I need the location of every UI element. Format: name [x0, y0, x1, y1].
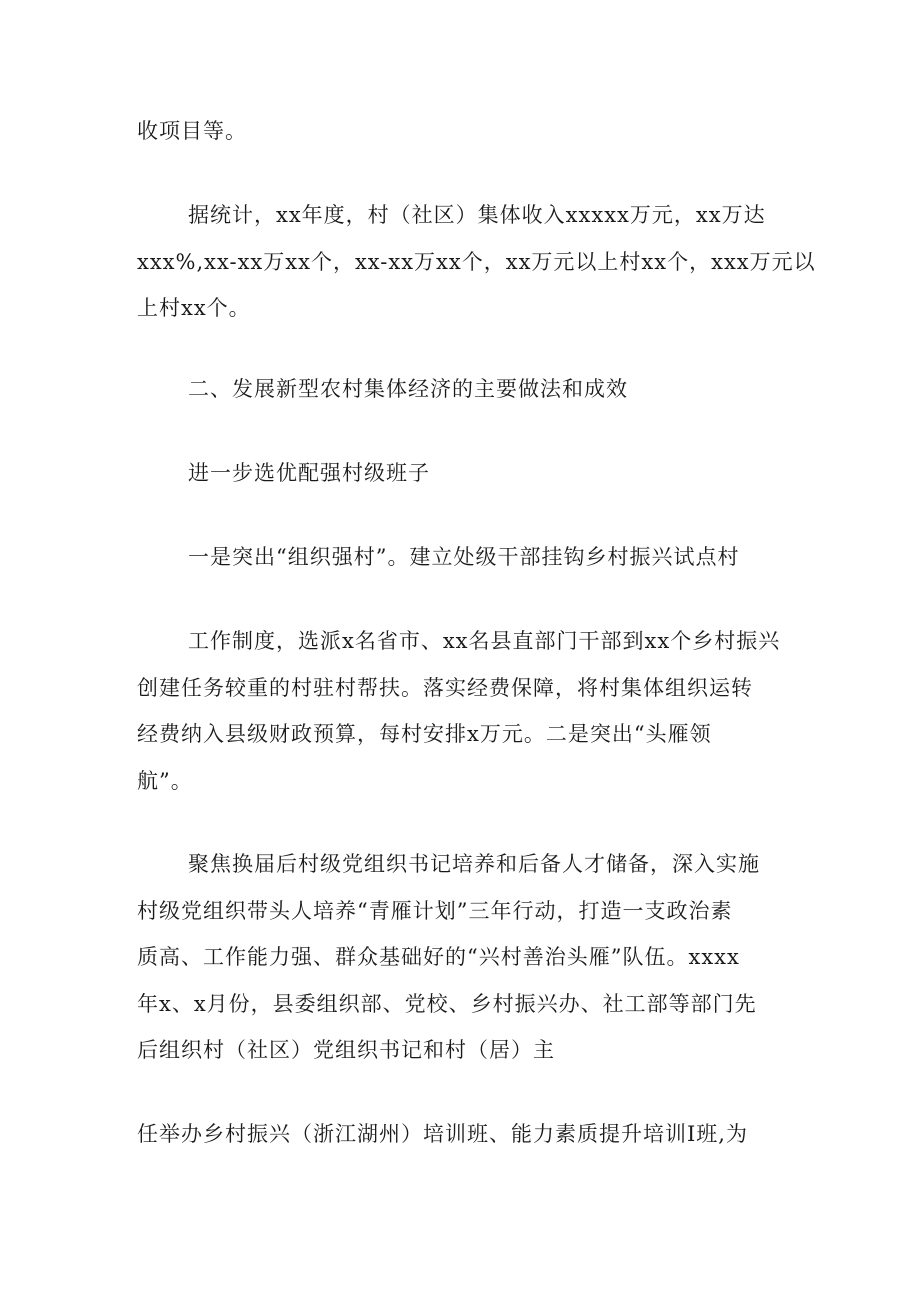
paragraph-line: 村级党组织带头人培养“青雁计划”三年行动，打造一支政治素 — [137, 899, 733, 923]
paragraph-line: 一是突出“组织强村”。建立处级干部挂钩乡村振兴试点村 — [188, 545, 740, 569]
paragraph-line: 后组织村（社区）党组织书记和村（居）主 — [137, 1038, 555, 1062]
paragraph-line: 创建任务较重的村驻村帮扶。落实经费保障，将村集体组织运转 — [137, 676, 753, 700]
paragraph-line: 年x、x月份，县委组织部、党校、乡村振兴办、社工部等部门先 — [137, 992, 757, 1016]
paragraph-line: 上村xx个。 — [137, 296, 251, 320]
paragraph-line: 经费纳入县级财政预算，每村安排x万元。二是突出“头雁领 — [137, 722, 712, 746]
paragraph-line: 聚焦换届后村级党组织书记培养和后备人才储备，深入实施 — [188, 852, 760, 876]
paragraph-line: 据统计，xx年度，村（社区）集体收入xxxxx万元，xx万达 — [188, 203, 766, 227]
paragraph-line: 质高、工作能力强、群众基础好的“兴村善治头雁”队伍。xxxx — [137, 945, 740, 969]
paragraph-line: 工作制度，选派x名省市、xx名县直部门干部到xx个乡村振兴 — [188, 629, 781, 653]
paragraph-line: xxx%,xx-xx万xx个，xx-xx万xx个，xx万元以上村xx个，xxx万元以 — [137, 250, 816, 274]
paragraph-line: 航”。 — [137, 769, 193, 793]
subsection-heading: 进一步选优配强村级班子 — [188, 461, 430, 485]
paragraph-line: 任举办乡村振兴（浙江湖州）培训班、能力素质提升培训I班,为 — [137, 1122, 748, 1146]
section-heading: 二、发展新型农村集体经济的主要做法和成效 — [188, 377, 628, 401]
paragraph-line: 收项目等。 — [137, 119, 247, 143]
